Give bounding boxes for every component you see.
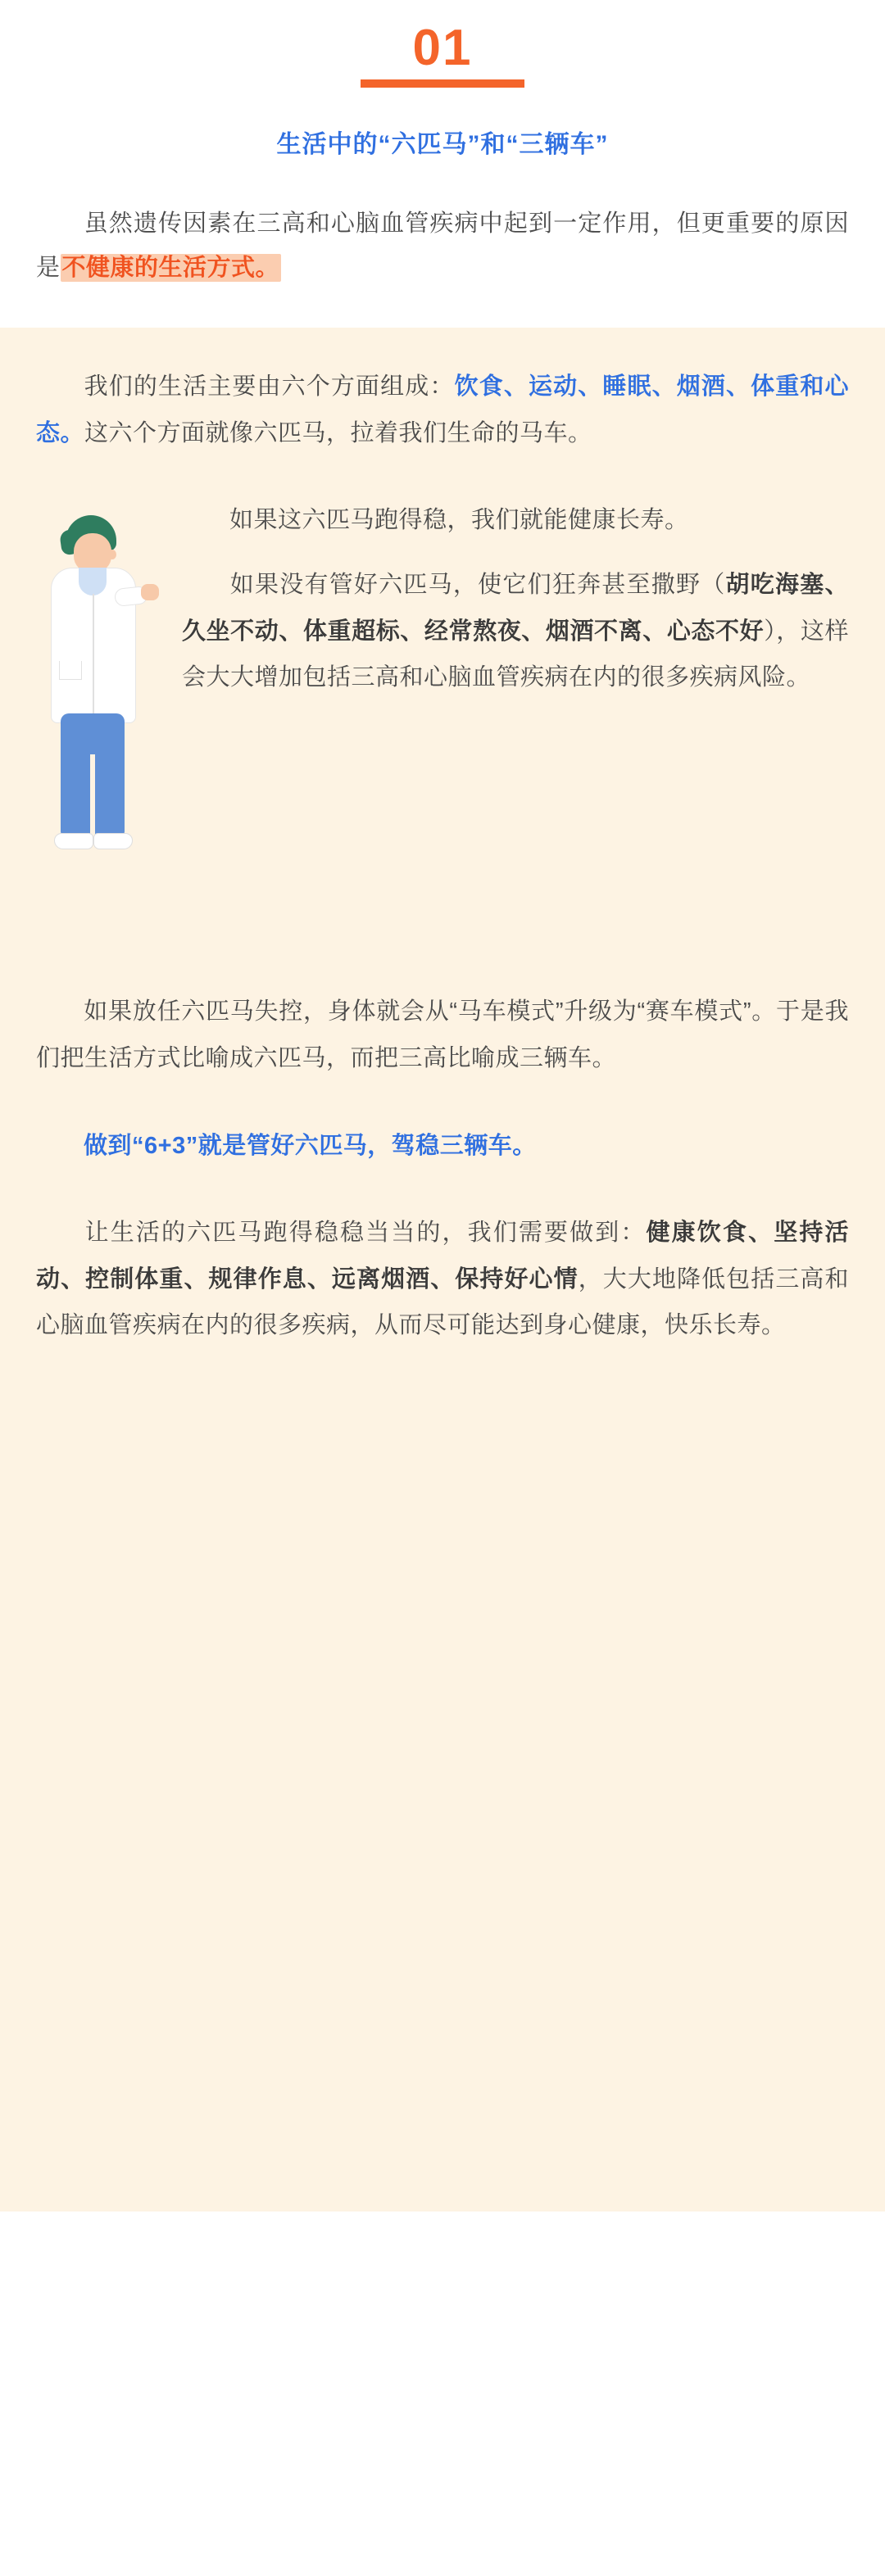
- doctor-face: [74, 533, 111, 573]
- paragraph-3-text-a: 如果没有管好六匹马，使它们狂奔甚至撒野（: [229, 572, 726, 599]
- doctor-illustration: [36, 509, 167, 951]
- paragraph-5-text: 做到“6+3”就是管好六匹马，驾稳三辆车。: [84, 1132, 537, 1159]
- section-number-underline: [361, 79, 524, 88]
- spacer: [36, 1190, 849, 1210]
- section-number-block: [0, 0, 885, 88]
- section-title: 生活中的“六匹马”和“三辆车”: [276, 131, 609, 159]
- spacer: [36, 1103, 849, 1123]
- paragraph-4-text: 如果放任六匹马失控，身体就会从“马车模式”升级为“赛车模式”。于是我们把生活方式比喻成六匹马，而把三高比喻成三辆车。: [36, 998, 849, 1072]
- intro-paragraph: [36, 202, 849, 290]
- paragraph-6-text-a: 让生活的六匹马跑得稳稳当当的，我们需要做到：: [84, 1220, 647, 1247]
- intro-highlight: 不健康的生活方式。: [61, 254, 280, 281]
- paragraph-6-bold: 健康饮食、坚持活动、控制体重、规律作息、远离烟酒、保持好心情: [36, 1220, 849, 1293]
- paragraph-6-text-b: ，大大地降低包括三高和心脑血管疾病在内的很多疾病，从而尽可能达到身心健康，快乐长寿。: [36, 1265, 849, 1339]
- illustrated-text-block: [36, 497, 849, 956]
- doctor-pocket: [59, 661, 82, 680]
- doctor-leg-gap: [90, 754, 95, 838]
- paragraph-1-highlight: 饮食、运动、睡眠、烟酒、体重和心态。: [36, 373, 849, 446]
- intro-text: 虽然遗传因素在三高和心脑血管疾病中起到一定作用，但更重要的原因是: [36, 211, 849, 281]
- doctor-coat-seam: [93, 594, 94, 717]
- section-number: 01: [412, 20, 473, 76]
- paragraph-3-bold: 胡吃海塞、久坐不动、体重超标、经常熬夜、烟酒不离、心态不好: [182, 572, 849, 645]
- doctor-ear: [108, 550, 116, 559]
- paragraph-1: [36, 364, 849, 456]
- paragraph-4: [36, 989, 849, 1081]
- paragraph-2-text: 如果这六匹马跑得稳，我们就能健康长寿。: [229, 507, 689, 534]
- doctor-shoe-right: [93, 833, 133, 849]
- content-panel: [0, 328, 885, 2212]
- paragraph-1-text-a: 我们的生活主要由六个方面组成：: [84, 373, 455, 401]
- paragraph-6: [36, 1210, 849, 1349]
- doctor-hand: [141, 584, 159, 600]
- doctor-shoe-left: [54, 833, 93, 849]
- spacer: [36, 478, 849, 497]
- paragraph-1-text-b: 这六个方面就像六匹马，拉着我们生命的马车。: [84, 419, 592, 446]
- spacer: [36, 956, 849, 989]
- paragraph-3-text-b: ），这样会大大增加包括三高和心脑血管疾病在内的很多疾病风险。: [182, 618, 849, 691]
- paragraph-5: [36, 1123, 849, 1170]
